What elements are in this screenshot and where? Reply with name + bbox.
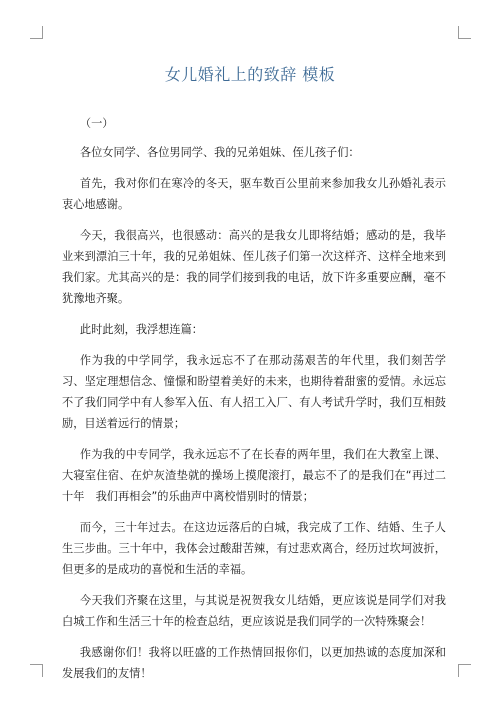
crop-mark-top-left bbox=[30, 26, 43, 39]
paragraph-reflection: 此时此刻，我浮想连篇： bbox=[79, 323, 203, 336]
paragraph-gathering: 今天我们齐聚在这里，与其说是祝贺我女儿结婚，更应该说是同学们对我白城工作和生活三十年的检查总结，更应该说是我们同学的一次特殊聚会！ bbox=[62, 594, 446, 628]
crop-mark-bottom-left bbox=[30, 664, 43, 677]
paragraph-today: 今天，我很高兴，也很感动：高兴的是我女儿即将结婚；感动的是，我毕业来到漂泊三十年，我的兄弟姐妹、侄儿孩子们第一次这样齐、这样全地来到我们家。尤其高兴的是：我的同学们接到我的电话，放下许多重要应酬，毫不犹豫地齐聚。 bbox=[62, 229, 446, 305]
paragraph-thanks: 首先，我对你们在寒冷的冬天，驱车数百公里前来参加我女儿孙婚礼表示衷心地感谢。 bbox=[62, 177, 446, 211]
paragraph-middle-school: 作为我的中学同学，我永远忘不了在那动荡艰苦的年代里，我们刻苦学习、坚定理想信念、憧憬和盼望着美好的未来，也期待着甜蜜的爱情。永远忘不了我们同学中有人参军入伍、有人招工入厂、有人考试升学时，我们互相鼓励，目送着远行的情景； bbox=[62, 354, 446, 430]
document-body bbox=[62, 113, 446, 694]
paragraph-technical-school: 作为我的中专同学，我永远忘不了在长春的两年里，我们在大教室上课、大寝室住宿、在炉灰渣垫就的操场上摸爬滚打，最忘不了的是我们在“再过二十年 我们再相会”的乐曲声中离校惜别时的情景； bbox=[62, 448, 446, 503]
document-title: 女儿婚礼上的致辞 模板 bbox=[164, 65, 336, 84]
crop-mark-bottom-right bbox=[458, 664, 471, 677]
paragraph-salutation: 各位女同学、各位男同学、我的兄弟姐妹、侄儿孩子们： bbox=[79, 146, 360, 159]
section-label: （一） bbox=[79, 117, 114, 130]
paragraph-closing: 我感谢你们！我将以旺盛的工作热情回报你们，以更加热诚的态度加深和发展我们的友情！ bbox=[62, 646, 446, 680]
paragraph-thirty-years: 而今，三十年过去。在这边远落后的白城，我完成了工作、结婚、生子人生三步曲。三十年中，我体会过酸甜苦辣，有过悲欢离合，经历过坎坷波折，但更多的是成功的喜悦和生活的幸福。 bbox=[62, 521, 446, 576]
crop-mark-top-right bbox=[458, 26, 471, 39]
